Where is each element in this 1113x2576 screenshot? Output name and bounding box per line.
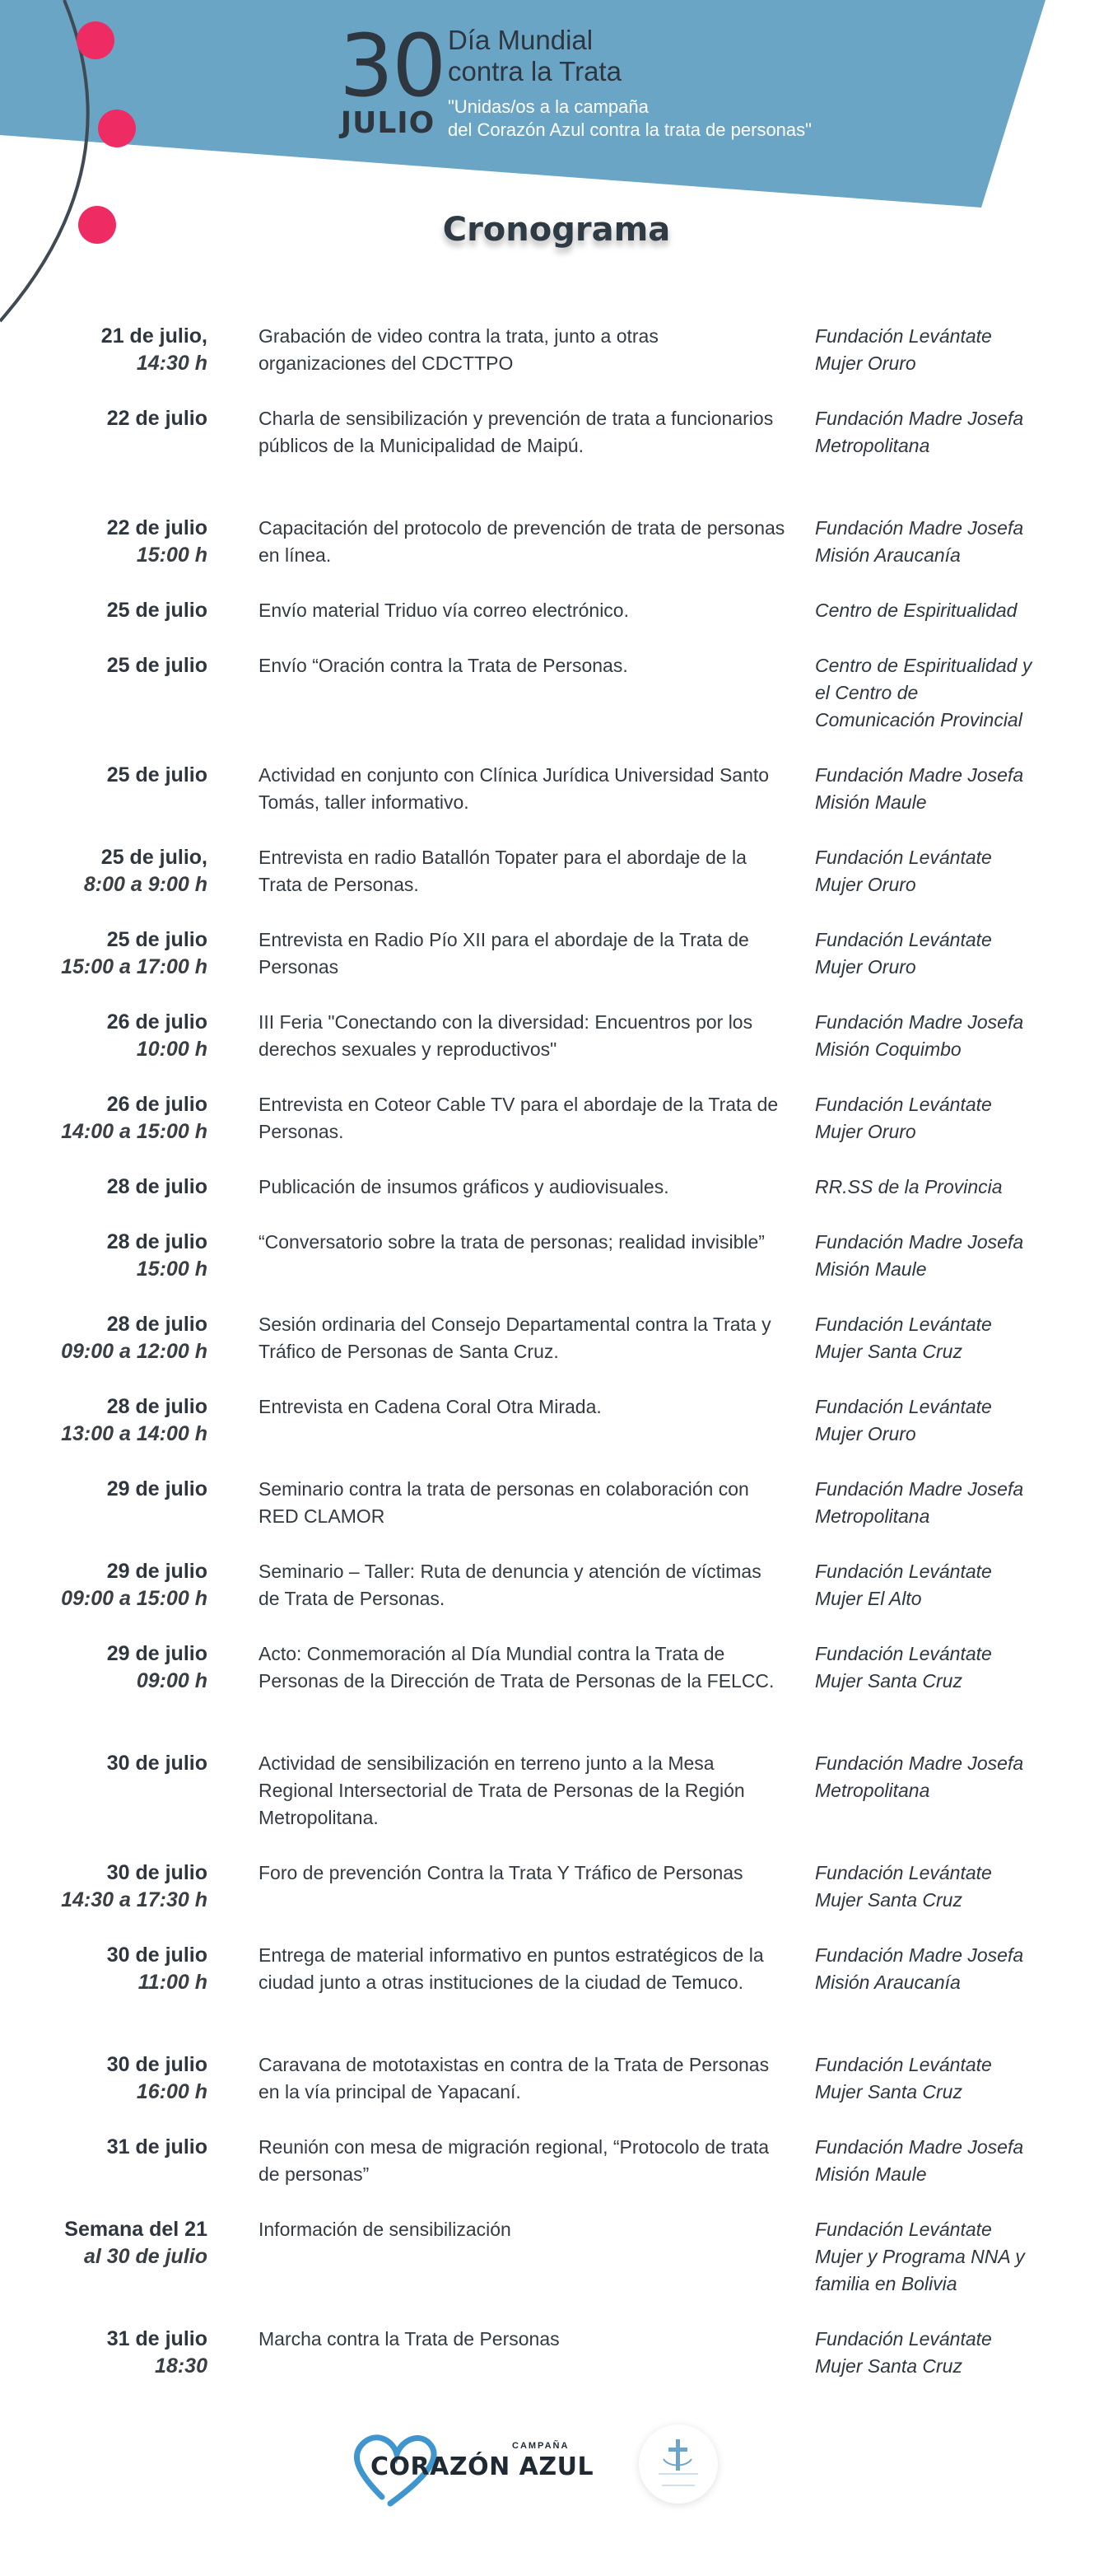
schedule-row [0,926,1113,981]
schedule-row [0,1476,1113,1530]
organizer-line: Mujer Oruro [815,956,916,978]
activity-description: Seminario contra la trata de personas en colaboración con RED CLAMOR [258,1478,749,1527]
organizer-line: Fundación Madre Josefa [815,517,1024,539]
organizer-line: familia en Bolivia [815,2273,957,2294]
time-label: 14:00 a 15:00 h [61,1120,207,1143]
date-label: 29 de julio [106,1477,207,1500]
activity-description: Seminario – Taller: Ruta de denuncia y atención de víctimas de Trata de Personas. [258,1561,761,1609]
organizer [815,405,1103,460]
time-label: 09:00 a 12:00 h [61,1340,207,1363]
activity-description: Publicación de insumos gráficos y audiovisuales. [258,1176,669,1197]
schedule-date [0,597,207,624]
date-label: Semana del 21 [64,2218,207,2241]
tagline-line: "Unidas/os a la campaña [448,96,649,117]
activity-description: Caravana de mototaxistas en contra de la Trata de Personas en la vía principal de Yapacaní. [258,2054,770,2102]
organizer [815,1640,1103,1695]
date-label: 28 de julio [106,1395,207,1418]
schedule-date [0,323,207,377]
organizer-line: Mujer Oruro [815,874,916,895]
organizer-line: Mujer El Alto [815,1588,922,1609]
schedule-date [0,1750,207,1777]
schedule-date [0,2134,207,2161]
organizer-line: Fundación Madre Josefa [815,1011,1024,1033]
organizer-line: Misión Araucanía [815,544,961,566]
date-label: 30 de julio [106,1944,207,1967]
schedule-row [0,1942,1113,2023]
schedule-row [0,844,1113,898]
organizer [815,1558,1103,1612]
campaign-label: CAMPAÑA [512,2441,570,2451]
organizer-line: Fundación Madre Josefa [815,1231,1024,1253]
date-label: 28 de julio [106,1313,207,1336]
schedule-row [0,1174,1113,1201]
organizer-line: Fundación Levántate [815,1396,992,1417]
organizer-line: Mujer Oruro [815,352,916,374]
organizer-line: Centro de Espiritualidad [815,600,1018,621]
organizer-line: Mujer y Programa NNA y [815,2246,1025,2267]
organizer-line: Mujer Oruro [815,1423,916,1444]
date-label: 28 de julio [106,1230,207,1253]
activity-description: Envío “Oración contra la Trata de Personas. [258,655,628,676]
organizer [815,1750,1103,1804]
date-label: 29 de julio [106,1560,207,1583]
organizer-line: Misión Araucanía [815,1972,961,1993]
date-label: 22 de julio [106,407,207,430]
date-label: 22 de julio [106,516,207,539]
organizer-line: Centro de Espiritualidad y [815,655,1032,676]
organizer [815,323,1103,377]
schedule-row [0,2216,1113,2298]
organizer [815,1229,1103,1283]
organizer-line: Fundación Madre Josefa [815,1944,1024,1966]
month-label: JULIO [340,106,435,140]
organizer [815,2051,1103,2106]
organizer-line: Metropolitana [815,435,930,456]
organizer [815,1860,1103,1914]
schedule-row [0,323,1113,377]
event-title-line: Día Mundial [448,25,594,55]
schedule-row [0,1640,1113,1722]
schedule-row [0,1558,1113,1612]
date-label: 21 de julio, [100,324,207,348]
schedule-date [0,2051,207,2106]
schedule-row [0,1393,1113,1448]
organizer-line: Mujer Santa Cruz [815,2355,962,2377]
organizer-line: Fundación Madre Josefa [815,408,1024,429]
campaign-name: CORAZÓN AZUL [370,2452,594,2481]
event-title [448,25,909,87]
activity-description: Foro de prevención Contra la Trata Y Tráfico de Personas [258,1862,743,1883]
date-label: 30 de julio [106,1752,207,1775]
date-label: 31 de julio [106,2327,207,2350]
date-label: 25 de julio [106,599,207,622]
activity-description: Capacitación del protocolo de prevención de trata de personas en línea. [258,517,785,566]
organizer-line: Metropolitana [815,1780,930,1801]
activity-description: Reunión con mesa de migración regional, “Protocolo de trata de personas” [258,2136,770,2185]
organizer [815,844,1103,898]
activity-description: Grabación de video contra la trata, junto a otras organizaciones del CDCTTPO [258,325,659,374]
activity-description: III Feria "Conectando con la diversidad: Encuentros por los derechos sexuales y reproductivos" [258,1011,753,1060]
organizer-line: Metropolitana [815,1505,930,1527]
schedule-date [0,2326,207,2380]
organizer [815,2216,1103,2298]
activity-description: Entrevista en Cadena Coral Otra Mirada. [258,1396,602,1417]
date-label: 25 de julio [106,928,207,951]
organizer [815,652,1103,734]
time-label: 18:30 [155,2354,207,2378]
organizer-line: Mujer Santa Cruz [815,1670,962,1692]
timeline-dot [77,21,114,59]
organizer-line: el Centro de [815,682,919,703]
organizer-line: Mujer Oruro [815,1121,916,1142]
section-title: Cronograma [442,211,671,249]
schedule-row [0,515,1113,569]
schedule-row [0,597,1113,624]
organizer [815,1174,1103,1201]
activity-description: Entrega de material informativo en puntos estratégicos de la ciudad junto a otras instituciones de la ciudad de Temuco. [258,1944,764,1993]
schedule-date [0,405,207,432]
congregation-seal [639,2424,718,2504]
organizer-line: Fundación Madre Josefa [815,1478,1024,1500]
day-number: 30 [339,16,445,116]
activity-description: Sesión ordinaria del Consejo Departamental contra la Trata y Tráfico de Personas de Santa Cruz. [258,1314,771,1362]
organizer-line: Fundación Levántate [815,1561,992,1582]
schedule-row [0,652,1113,734]
organizer-line: Fundación Levántate [815,2219,992,2240]
organizer [815,926,1103,981]
activity-description: Entrevista en Radio Pío XII para el abordaje de la Trata de Personas [258,929,749,978]
date-label: 26 de julio [106,1093,207,1116]
schedule-date [0,1860,207,1914]
organizer-line: Mujer Santa Cruz [815,1889,962,1911]
organizer-line: Fundación Levántate [815,1094,992,1115]
schedule-date [0,1174,207,1201]
time-label: 10:00 h [136,1038,207,1061]
date-label: 28 de julio [106,1175,207,1198]
time-label: 8:00 a 9:00 h [83,873,207,896]
time-label: al 30 de julio [83,2245,207,2268]
schedule-date [0,515,207,569]
organizer-line: RR.SS de la Provincia [815,1176,1003,1197]
organizer-line: Fundación Levántate [815,2328,992,2350]
schedule-date [0,1009,207,1063]
activity-description: Envío material Triduo vía correo electrónico. [258,600,629,621]
organizer-line: Fundación Madre Josefa [815,1752,1024,1774]
time-label: 15:00 h [136,544,207,567]
organizer-line: Fundación Madre Josefa [815,764,1024,786]
schedule-date [0,844,207,898]
schedule-row [0,405,1113,487]
schedule-row [0,2326,1113,2380]
date-label: 25 de julio [106,763,207,786]
time-label: 09:00 a 15:00 h [61,1587,207,1610]
activity-description: Actividad en conjunto con Clínica Jurídica Universidad Santo Tomás, taller informativo. [258,764,770,813]
organizer-line: Misión Maule [815,1258,927,1280]
schedule-row [0,1229,1113,1283]
activity-description: Acto: Conmemoración al Día Mundial contra la Trata de Personas de la Dirección de Trata de Personas de la FELCC. [258,1643,775,1692]
date-label: 31 de julio [106,2135,207,2158]
schedule-date [0,1091,207,1146]
time-label: 15:00 h [136,1258,207,1281]
timeline-dot [98,110,136,147]
event-header [339,16,915,153]
organizer-line: Misión Maule [815,2163,927,2185]
date-label: 26 de julio [106,1010,207,1034]
date-label: 30 de julio [106,1861,207,1884]
organizer [815,1009,1103,1063]
schedule-row [0,2134,1113,2188]
schedule-date [0,926,207,981]
corazon-azul-logo [352,2421,599,2512]
organizer-line: Mujer Santa Cruz [815,2081,962,2102]
campaign-tagline [448,96,909,142]
organizer-line: Misión Maule [815,791,927,813]
organizer-line: Mujer Santa Cruz [815,1341,962,1362]
schedule-date [0,652,207,679]
organizer-line: Fundación Madre Josefa [815,2136,1024,2158]
schedule-row [0,1091,1113,1146]
organizer-line: Fundación Levántate [815,929,992,950]
tagline-line: del Corazón Azul contra la trata de personas" [448,119,812,140]
date-label: 29 de julio [106,1642,207,1665]
organizer [815,2134,1103,2188]
time-label: 11:00 h [137,1971,207,1994]
organizer [815,1942,1103,1996]
organizer-line: Fundación Levántate [815,325,992,347]
time-label: 16:00 h [136,2080,207,2103]
organizer-line: Fundación Levántate [815,1314,992,1335]
activity-description: Actividad de sensibilización en terreno junto a la Mesa Regional Intersectorial de Trata de Personas de la Región Metropolitana. [258,1752,745,1828]
organizer-line: Fundación Levántate [815,1862,992,1883]
activity-description: Entrevista en radio Batallón Topater para el abordaje de la Trata de Personas. [258,847,747,895]
time-label: 14:30 h [136,352,207,375]
schedule-date [0,1942,207,1996]
activity-description: Información de sensibilización [258,2219,511,2240]
schedule-date [0,1558,207,1612]
time-label: 15:00 a 17:00 h [61,955,207,978]
date-label: 25 de julio, [100,846,207,869]
organizer-line: Fundación Levántate [815,847,992,868]
event-title-line: contra la Trata [448,56,622,86]
organizer-line: Misión Coquimbo [815,1038,962,1060]
schedule-date [0,2216,207,2270]
organizer [815,1393,1103,1448]
organizer [815,1476,1103,1530]
schedule-row [0,1311,1113,1365]
activity-description: Charla de sensibilización y prevención de trata a funcionarios públicos de la Municipalidad de Maipú. [258,408,774,456]
schedule-row [0,1009,1113,1063]
organizer [815,2326,1103,2380]
schedule-row [0,762,1113,816]
time-label: 09:00 h [136,1669,207,1692]
organizer-line: Comunicación Provincial [815,709,1022,730]
organizer [815,515,1103,569]
schedule-date [0,1229,207,1283]
organizer [815,1311,1103,1365]
organizer-line: Fundación Levántate [815,2054,992,2075]
time-label: 14:30 a 17:30 h [61,1888,207,1911]
schedule-date [0,1311,207,1365]
date-label: 30 de julio [106,2053,207,2076]
organizer [815,762,1103,816]
time-label: 13:00 a 14:00 h [61,1422,207,1445]
schedule-date [0,1640,207,1695]
schedule-date [0,762,207,789]
organizer [815,597,1103,624]
schedule-date [0,1393,207,1448]
schedule-row [0,1860,1113,1914]
activity-description: Marcha contra la Trata de Personas [258,2328,560,2350]
activity-description: “Conversatorio sobre la trata de personas; realidad invisible” [258,1231,765,1253]
schedule-date [0,1476,207,1503]
schedule-row [0,2051,1113,2106]
schedule-row [0,1750,1113,1832]
organizer-line: Fundación Levántate [815,1643,992,1664]
organizer [815,1091,1103,1146]
date-label: 25 de julio [106,654,207,677]
activity-description: Entrevista en Coteor Cable TV para el abordaje de la Trata de Personas. [258,1094,779,1142]
cross-seal-icon [639,2424,718,2504]
